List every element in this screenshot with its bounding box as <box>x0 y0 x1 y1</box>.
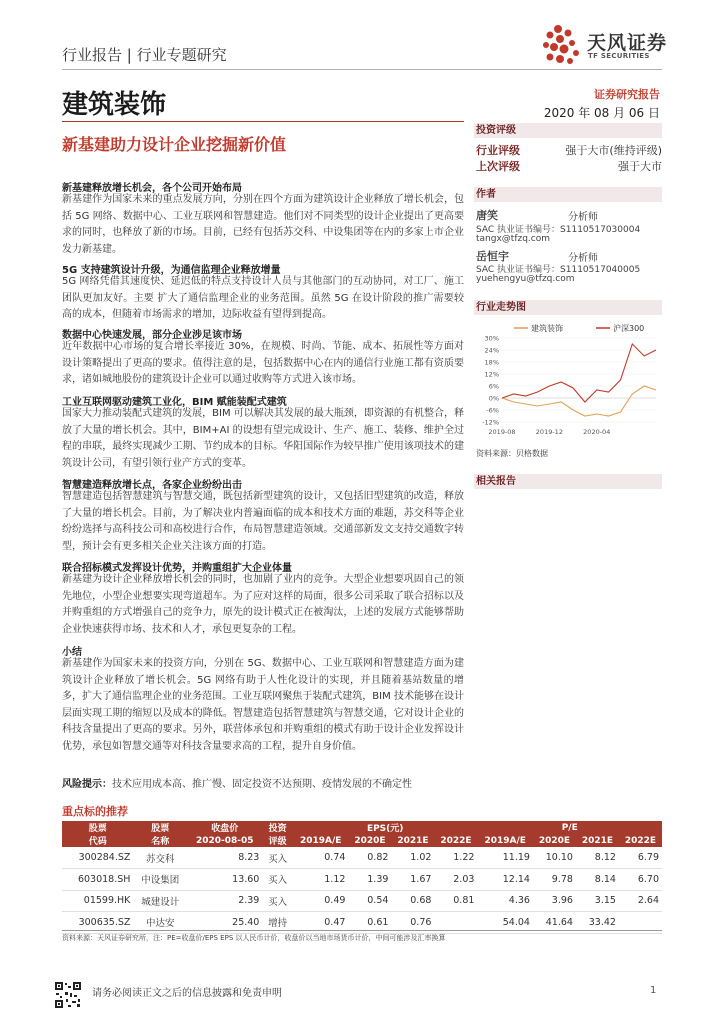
table-cell: 2.64 <box>619 890 662 912</box>
table-cell: 0.49 <box>293 890 349 912</box>
series-line-construction <box>502 386 656 416</box>
y-tick-label: -6% <box>486 406 499 415</box>
table-cell: 1.22 <box>434 847 477 869</box>
y-tick-label: 6% <box>488 382 499 391</box>
x-tick-label: 2019-12 <box>535 428 563 436</box>
section-paragraph: 国家大力推动装配式建筑的发展，BIM 可以解决其发展的最大瓶颈，即资源的有机整合，释放了大量的增长机会。其中，BIM+AI 的设想有望完成设计、生产、施工、装修、维护全过程的串联，最终实现减少工期、节约成本的目标。华阳国际作为较早推广使用该项技术的建筑设计公司，有望引领行业产方式的变革。 <box>62 408 464 469</box>
col-header: 2021E <box>576 834 619 847</box>
table-cell: 3.96 <box>533 890 576 912</box>
table-cell: 33.42 <box>576 912 619 934</box>
rating-value: 强于大市(维持评级) <box>565 144 662 157</box>
table-cell: 城建设计 <box>133 890 187 912</box>
legend-label: 建筑装饰 <box>531 324 563 333</box>
table-cell: 300284.SZ <box>62 847 133 869</box>
x-tick-label: 2019-08 <box>488 428 516 436</box>
table-cell: 0.82 <box>348 847 391 869</box>
table-cell: 4.36 <box>477 890 533 912</box>
section-heading: 智慧建造释放增长点，各家企业纷纷出击 <box>62 480 242 491</box>
table-cell: 买入 <box>262 847 293 869</box>
table-cell: 1.39 <box>348 869 391 891</box>
sector-title: 建筑装饰 <box>62 90 167 120</box>
table-cell: 54.04 <box>477 912 533 934</box>
col-header: 投资 <box>262 821 293 834</box>
table-cell: 25.40 <box>187 912 262 934</box>
author-email[interactable]: yuehengyu@tfzq.com <box>476 274 575 284</box>
y-tick-label: 12% <box>484 370 499 379</box>
col-header: 2022E <box>619 834 662 847</box>
table-cell: 3.15 <box>576 890 619 912</box>
section-heading: 新基建释放增长机会，各个公司开始布局 <box>62 183 242 194</box>
rating-label: 行业评级 <box>476 144 520 157</box>
trend-heading: 行业走势图 <box>474 300 662 315</box>
section-paragraph: 新基建作为国家未来的投资方向，分别在 5G、数据中心、工业互联网和智慧建造方面为建筑设计企业释放了增长机会。5G 网络有助于人性化设计的实现，并且随着基站数量的增多，扩大了通信监理企业的业务范围。工业互联网聚焦于装配式建筑，BIM 技术能够在设计层面实现工期的缩短以及成本的降低。智慧建造包括智慧建筑与智慧交通，它对设计企业的科技含量提出了更高的要求。另外，联营体承包和并购重组的模式有助于设计企业发挥设计优势，承包如智慧交通等对科技含量要求高的工程，提升自身价值。 <box>62 658 464 752</box>
table-cell: 买入 <box>262 890 293 912</box>
section-heading: 联合招标模式发挥设计优势，并购重组扩大企业体量 <box>62 563 292 574</box>
table-cell: 8.12 <box>576 847 619 869</box>
section-heading: 工业互联网驱动建筑工业化，BIM 赋能装配式建筑 <box>62 397 287 408</box>
table-cell: 增持 <box>262 912 293 934</box>
table-row <box>62 869 662 891</box>
logo-name-en: TF SECURITIES <box>588 52 650 60</box>
table-cell: 0.61 <box>348 912 391 934</box>
table-cell: 苏交科 <box>133 847 187 869</box>
table-cell: 0.76 <box>391 912 434 934</box>
x-tick-label: 2020-04 <box>583 428 611 436</box>
author-heading: 作者 <box>474 187 662 202</box>
col-header: 2019A/E <box>293 834 349 847</box>
author-cert: SAC 执业证书编号：S1110517040005 <box>476 265 641 275</box>
table-cell: 中设集团 <box>133 869 187 891</box>
table-cell: 6.70 <box>619 869 662 891</box>
risk-text: 技术应用成本高、推广慢、固定投资不达预期、疫情发展的不确定性 <box>112 779 412 790</box>
risk-warning <box>62 775 412 790</box>
table-cell: 0.81 <box>434 890 477 912</box>
logo-mark-icon <box>532 17 588 73</box>
table-cell: 1.67 <box>391 869 434 891</box>
author-role: 分析师 <box>568 253 598 264</box>
table-cell: 2.39 <box>187 890 262 912</box>
table-cell: 0.54 <box>348 890 391 912</box>
author-role: 分析师 <box>568 212 598 223</box>
col-header: 股票 <box>62 821 133 834</box>
col-header: 收盘价 <box>187 821 262 834</box>
table-cell: 01599.HK <box>62 890 133 912</box>
col-header: 名称 <box>133 834 187 847</box>
prev-rating-label: 上次评级 <box>476 160 520 173</box>
table-cell: 300635.SZ <box>62 912 133 934</box>
y-tick-label: 0% <box>488 394 499 403</box>
section-heading: 数据中心快速发展，部分企业涉足该市场 <box>62 330 242 341</box>
table-title: 重点标的推荐 <box>62 805 128 818</box>
author-cert: SAC 执业证书编号：S1110517030004 <box>476 225 641 235</box>
section-paragraph: 智慧建造包括智慧建筑与智慧交通，既包括新型建筑的设计，又包括旧型建筑的改造，释放了大量的增长机会。目前，为了解决业内普遍面临的成本和技术方面的难题，苏交科等企业纷纷选择与高科技公司和高校进行合作，布局智慧建造领域。交通部新发文支持交通数字转型，预计会有更多相关企业关注该方面的打造。 <box>62 491 464 552</box>
report-date: 2020 年 08 月 06 日 <box>543 106 660 120</box>
title-divider <box>62 121 464 122</box>
table-cell: 1.02 <box>391 847 434 869</box>
table-cell: 8.23 <box>187 847 262 869</box>
legend-label: 沪深300 <box>613 324 645 333</box>
table-divider <box>62 930 662 931</box>
section-paragraph: 近年数据中心市场的复合增长率接近 30%，在规模、时尚、节能、成本、拓展性等方面对设计策略提出了更高的要求。值得注意的是，包括数据中心在内的通信行业施工都有资质要求，诸如城地股份的建筑设计企业可以通过收购等方式进入该市场。 <box>62 341 464 385</box>
y-tick-label: 30% <box>484 334 499 343</box>
report-type: 行业报告 | 行业专题研究 <box>62 46 227 64</box>
rating-heading: 投资评级 <box>474 123 662 138</box>
y-tick-label: -12% <box>482 418 499 427</box>
col-header: 2020-08-05 <box>187 834 262 847</box>
report-title: 新基建助力设计企业挖掘新价值 <box>62 135 287 154</box>
risk-label: 风险提示： <box>62 779 112 790</box>
y-tick-label: 18% <box>484 358 499 367</box>
col-header: 评级 <box>262 834 293 847</box>
table-cell: 11.19 <box>477 847 533 869</box>
logo-name-cn: 天风证券 <box>587 32 668 54</box>
table-cell: 0.68 <box>391 890 434 912</box>
col-header: 2019A/E <box>477 834 533 847</box>
col-header: 2021E <box>391 834 434 847</box>
table-row <box>62 890 662 912</box>
table-cell: 中达安 <box>133 912 187 934</box>
table-cell: 6.79 <box>619 847 662 869</box>
col-header: 2022E <box>434 834 477 847</box>
section-heading: 小结 <box>62 647 82 658</box>
author-email[interactable]: tangx@tfzq.com <box>476 234 551 244</box>
table-cell: 603018.SH <box>62 869 133 891</box>
col-header: 代码 <box>62 834 133 847</box>
section-paragraph: 5G 网络凭借其速度快、延迟低的特点支持设计人员与其他部门的互动协同，对工厂、施工团队更加友好。主要 扩大了通信监理企业的业务范围。虽然 5G 在设计阶段的推广需要较高的成本，但随着市场需求的增加，边际收益有望得到提高。 <box>62 276 464 320</box>
author-name: 唐笑 <box>476 209 498 222</box>
y-tick-label: 24% <box>484 346 499 355</box>
table-cell: 8.14 <box>576 869 619 891</box>
table-cell: 2.03 <box>434 869 477 891</box>
related-heading: 相关报告 <box>474 474 662 489</box>
section-paragraph: 新基建作为国家未来的重点发展方向，分别在四个方面为建筑设计企业释放了增长机会，包括 5G 网络、数据中心、工业互联网和智慧建造。他们对不同类型的设计企业提出了更高要求的同时，也释放了新的市场。目前，已经有包括苏交科、中设集团等在内的多家上市企业发力新基建。 <box>62 194 464 255</box>
stock-recommendation-table <box>62 821 662 934</box>
footer-disclaimer: 请务必阅读正文之后的信息披露和免责申明 <box>92 988 282 999</box>
table-cell: 13.60 <box>187 869 262 891</box>
report-kind: 证券研究报告 <box>594 88 660 101</box>
chart-source: 资料来源：贝格数据 <box>476 449 548 458</box>
industry-trend-chart <box>474 318 662 442</box>
table-cell: 1.12 <box>293 869 349 891</box>
col-header: 股票 <box>133 821 187 834</box>
section-heading: 5G 支持建筑设计升级，为通信监理企业释放增量 <box>62 265 281 276</box>
table-cell: 0.74 <box>293 847 349 869</box>
page-number: 1 <box>650 985 657 996</box>
table-row <box>62 847 662 869</box>
prev-rating-value: 强于大市 <box>618 160 662 173</box>
table-cell: 买入 <box>262 869 293 891</box>
table-note: 资料来源：天风证券研究所，注：PE=收盘价/EPS EPS 以人民币计价，收盘价以当地市场货币计价，中间可能涉及汇率换算 <box>62 934 446 942</box>
table-cell: 41.64 <box>533 912 576 934</box>
table-cell: 12.14 <box>477 869 533 891</box>
table-cell: 10.10 <box>533 847 576 869</box>
section-paragraph: 新基建为设计企业释放增长机会的同时，也加剧了业内的竞争。大型企业想要巩固自己的领先地位，小型企业想要实现弯道超车。为了应对这样的局面，很多公司采取了联合招标以及并购重组的方式增强自己的竞争力，原先的设计模式正在被淘汰，上述的发展方式能够帮助企业快速获得市场、技术和人才，承包更复杂的工程。 <box>62 574 464 635</box>
col-header: 2020E <box>348 834 391 847</box>
table-cell: 0.47 <box>293 912 349 934</box>
col-header: 2020E <box>533 834 576 847</box>
qr-code-icon <box>54 981 82 1009</box>
col-header-pe: P/E <box>477 821 662 834</box>
author-name: 岳恒宇 <box>476 250 509 263</box>
table-cell: 9.78 <box>533 869 576 891</box>
col-header-eps: EPS(元) <box>293 821 478 834</box>
